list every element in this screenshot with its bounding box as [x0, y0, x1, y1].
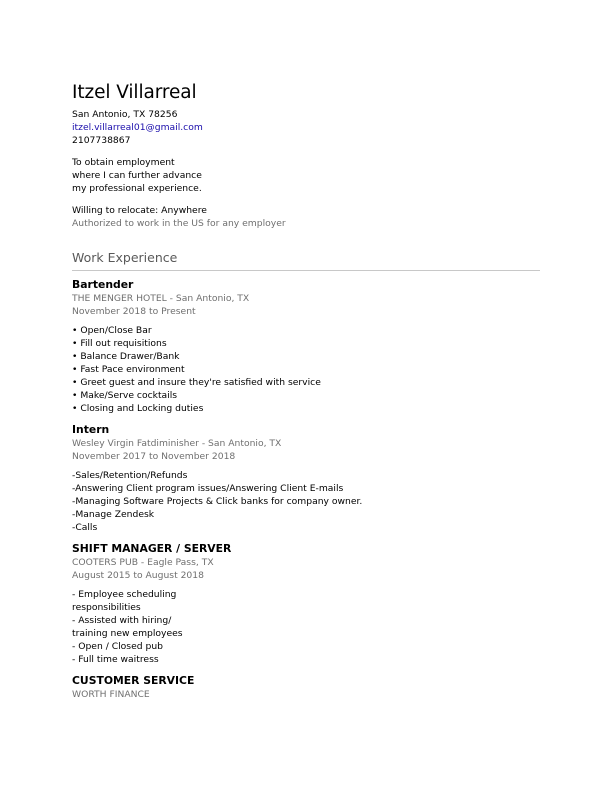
job-entry — [72, 542, 540, 666]
duty-item: training new employees — [72, 628, 183, 639]
relocation-status: Willing to relocate: Anywhere — [72, 205, 207, 216]
duty-item: • Fast Pace environment — [72, 364, 185, 375]
job-company: COOTERS PUB - Eagle Pass, TX — [72, 557, 214, 568]
job-title: SHIFT MANAGER / SERVER — [72, 542, 232, 555]
duty-item: - Full time waitress — [72, 654, 159, 665]
job-duties — [72, 588, 540, 666]
duty-item: • Make/Serve cocktails — [72, 390, 178, 401]
summary-line: To obtain employment — [72, 157, 175, 168]
job-entry — [72, 674, 540, 701]
job-entry — [72, 423, 540, 534]
job-company: WORTH FINANCE — [72, 689, 150, 700]
work-authorization: Authorized to work in the US for any employer — [72, 218, 286, 229]
summary-line: where I can further advance — [72, 170, 202, 181]
duty-item: responsibilities — [72, 602, 141, 613]
section-title-work-experience: Work Experience — [72, 250, 540, 271]
duty-item: • Greet guest and insure they're satisfied with service — [72, 377, 321, 388]
job-title: Bartender — [72, 278, 134, 291]
job-title: Intern — [72, 423, 110, 436]
duty-item: • Open/Close Bar — [72, 325, 152, 336]
job-company: THE MENGER HOTEL - San Antonio, TX — [72, 293, 250, 304]
duty-item: -Answering Client program issues/Answering Client E-mails — [72, 483, 344, 494]
duty-item: • Closing and Locking duties — [72, 403, 204, 414]
job-dates: November 2018 to Present — [72, 306, 196, 317]
location: San Antonio, TX 78256 — [72, 109, 178, 120]
duty-item: - Employee scheduling — [72, 589, 177, 600]
email-link[interactable]: itzel.villarreal01@gmail.com — [72, 122, 203, 133]
summary-line: my professional experience. — [72, 183, 202, 194]
objective-summary — [72, 156, 540, 195]
job-entry — [72, 278, 540, 415]
phone: 2107738867 — [72, 135, 131, 146]
candidate-name: Itzel Villarreal — [72, 82, 197, 103]
duty-item: • Fill out requisitions — [72, 338, 167, 349]
duty-item: -Calls — [72, 522, 98, 533]
duty-item: - Open / Closed pub — [72, 641, 163, 652]
duty-item: -Managing Software Projects & Click banks for company owner. — [72, 496, 363, 507]
job-duties — [72, 469, 540, 534]
job-dates: August 2015 to August 2018 — [72, 570, 204, 581]
duty-item: - Assisted with hiring/ — [72, 615, 172, 626]
duty-item: -Manage Zendesk — [72, 509, 155, 520]
duty-item: • Balance Drawer/Bank — [72, 351, 180, 362]
job-title: CUSTOMER SERVICE — [72, 674, 195, 687]
job-dates: November 2017 to November 2018 — [72, 451, 236, 462]
resume-page — [72, 82, 540, 701]
job-company: Wesley Virgin Fatdiminisher - San Antonio, TX — [72, 438, 282, 449]
job-duties — [72, 324, 540, 415]
duty-item: -Sales/Retention/Refunds — [72, 470, 188, 481]
